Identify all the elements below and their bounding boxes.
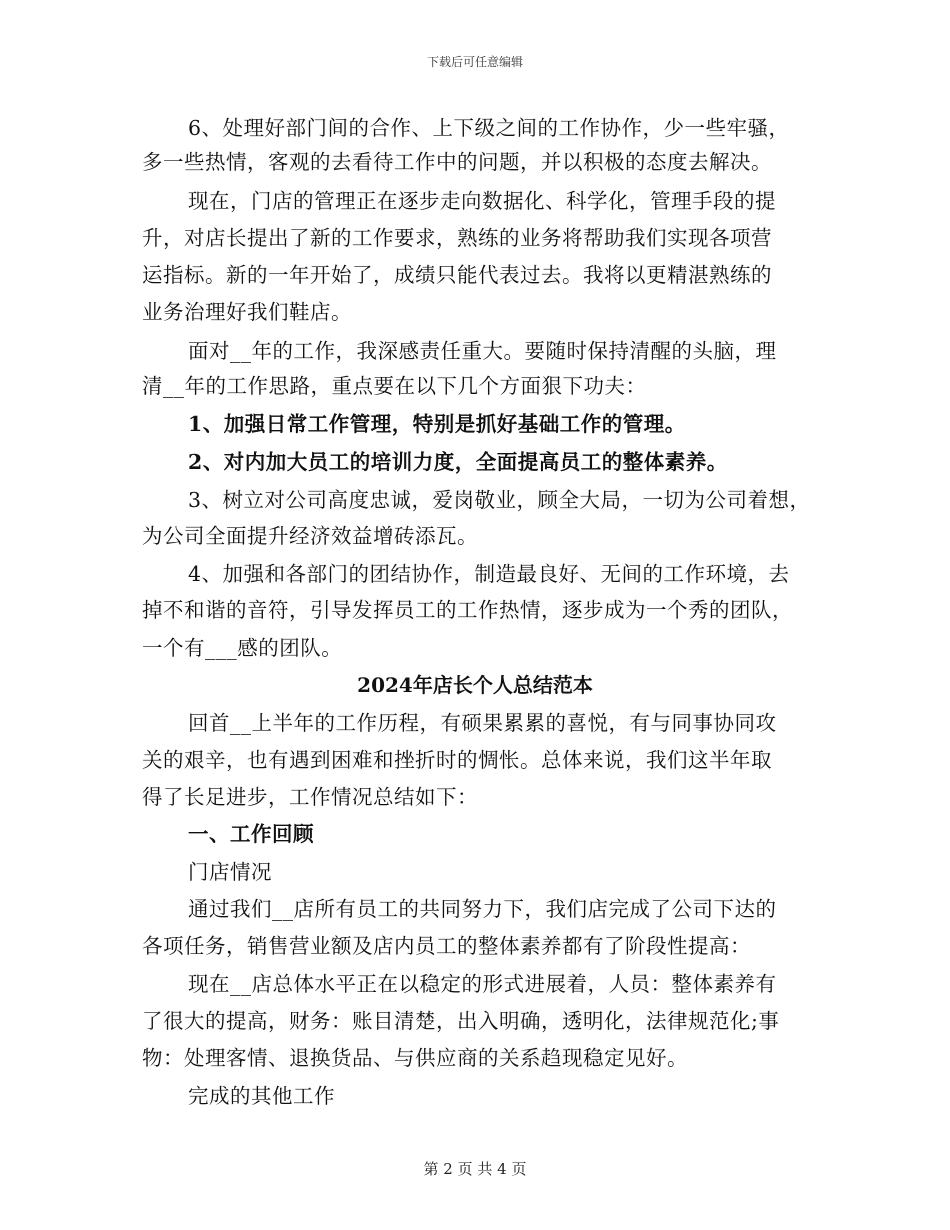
paragraph-line: 回首__上半年的工作历程，有硕果累累的喜悦，有与同事协同攻 bbox=[188, 711, 777, 735]
bold-list-item: 2、对内加大员工的培训力度，全面提高员工的整体素养。 bbox=[188, 450, 728, 474]
paragraph-line: 清__年的工作思路，重点要在以下几个方面狠下功夫： bbox=[142, 374, 647, 398]
paragraph-line: 现在__店总体水平正在以稳定的形式进展着，人员：整体素养有 bbox=[188, 972, 777, 996]
paragraph-line: 现在，门店的管理正在逐步走向数据化、科学化，管理手段的提 bbox=[188, 189, 776, 213]
paragraph-line: 业务治理好我们鞋店。 bbox=[142, 300, 352, 324]
paragraph-line: 多一些热情，客观的去看待工作中的问题，并以积极的态度去解决。 bbox=[142, 150, 772, 174]
paragraph-line: 完成的其他工作 bbox=[188, 1084, 335, 1108]
page-header: 下载后可任意编辑 bbox=[426, 55, 523, 69]
section-title: 2024年店长个人总结范本 bbox=[357, 673, 593, 697]
page-number: 第 2 页 共 4 页 bbox=[423, 1160, 527, 1178]
paragraph-line: 一个有___感的团队。 bbox=[142, 636, 343, 660]
paragraph-line: 面对__年的工作，我深感责任重大。要随时保持清醒的头脑，理 bbox=[188, 339, 777, 363]
paragraph-line: 4、加强和各部门的团结协作，制造最良好、无间的工作环境，去 bbox=[188, 562, 790, 586]
paragraph-line: 关的艰辛，也有遇到困难和挫折时的惆怅。总体来说，我们这半年取 bbox=[142, 748, 772, 772]
paragraph-line: 6、处理好部门间的合作、上下级之间的工作协作，少一些牢骚， bbox=[188, 116, 790, 140]
paragraph-line: 了很大的提高，财务：账目清楚，出入明确，透明化，法律规范化;事 bbox=[142, 1009, 780, 1033]
paragraph-line: 物：处理客情、退换货品、与供应商的关系趋现稳定见好。 bbox=[142, 1046, 688, 1070]
paragraph-line: 升，对店长提出了新的工作要求，熟练的业务将帮助我们实现各项营 bbox=[142, 226, 772, 250]
bold-list-item: 1、加强日常工作管理，特别是抓好基础工作的管理。 bbox=[188, 412, 686, 436]
section-heading: 一、工作回顾 bbox=[188, 822, 314, 846]
paragraph-line: 运指标。新的一年开始了，成绩只能代表过去。我将以更精湛熟练的 bbox=[142, 263, 772, 287]
paragraph-line: 门店情况 bbox=[188, 860, 272, 884]
paragraph-line: 通过我们__店所有员工的共同努力下，我们店完成了公司下达的 bbox=[188, 897, 777, 921]
paragraph-line: 各项任务，销售营业额及店内员工的整体素养都有了阶段性提高： bbox=[142, 934, 751, 958]
paragraph-line: 为公司全面提升经济效益增砖添瓦。 bbox=[142, 524, 478, 548]
paragraph-line: 3、树立对公司高度忠诚，爱岗敬业，顾全大局，一切为公司着想， bbox=[188, 488, 811, 512]
paragraph-line: 得了长足进步，工作情况总结如下： bbox=[142, 785, 478, 809]
paragraph-line: 掉不和谐的音符，引导发挥员工的工作热情，逐步成为一个秀的团队， bbox=[142, 598, 793, 622]
